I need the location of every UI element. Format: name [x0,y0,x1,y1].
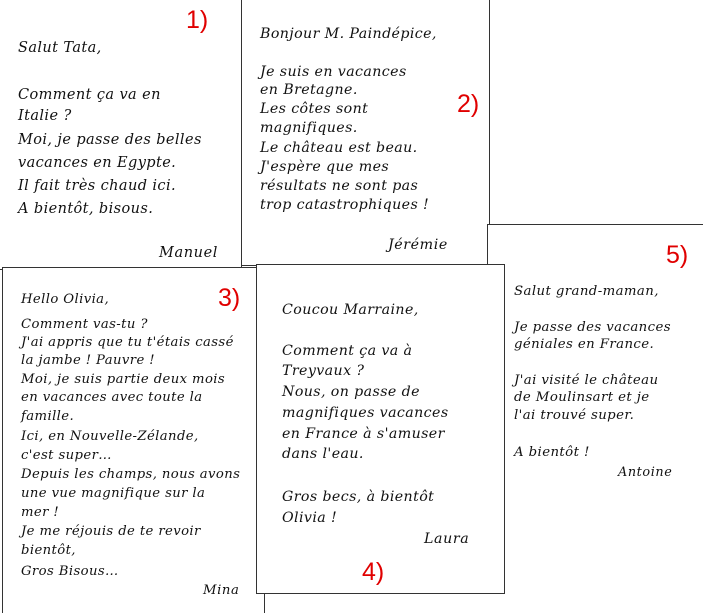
greeting-line: Salut grand-maman, [514,284,659,299]
message-line: magnifiques vacances [282,405,449,421]
message-line: Nous, on passe de [282,384,420,400]
message-line: en Bretagne. [260,82,358,98]
message-line: Il fait très chaud ici. [18,178,176,194]
message-line: de Moulinsart et je [514,390,650,405]
message-line: Treyvaux ? [282,363,365,379]
message-line: magnifiques. [260,120,358,136]
postcard-3 [2,267,265,613]
message-line: Le château est beau. [260,140,418,156]
message-line: J'ai visité le château [514,373,659,388]
greeting-line: Salut Tata, [18,40,102,56]
message-line: Je suis en vacances [260,64,407,80]
message-line: géniales en France. [514,337,655,352]
message-line: Comment ça va en [18,87,161,103]
message-line: Les côtes sont [260,101,369,117]
greeting-line: Hello Olivia, [21,292,110,307]
signature: Laura [424,531,470,547]
card-number-label: 4) [362,558,385,586]
message-line: Je passe des vacances [514,320,671,335]
signature: Mina [203,583,240,598]
postcard-5 [487,224,703,583]
message-line: mer ! [21,505,60,520]
postcard-2 [241,0,490,266]
postcard-4 [256,264,505,594]
message-line: Gros becs, à bientôt [282,489,435,505]
card-number-label: 5) [666,241,689,269]
message-line: trop catastrophiques ! [260,197,430,213]
card-number-label: 3) [218,284,241,312]
message-line: Comment vas-tu ? [21,317,148,332]
message-line: A bientôt ! [514,445,590,460]
signature: Antoine [618,465,673,480]
signature: Manuel [159,245,218,261]
message-line: Moi, je suis partie deux mois [21,372,226,387]
card-number-label: 2) [457,90,480,118]
message-line: bientôt, [21,543,76,558]
message-line: une vue magnifique sur la [21,486,206,501]
message-line: A bientôt, bisous. [18,201,154,217]
message-line: Gros Bisous… [21,564,119,579]
message-line: vacances en Egypte. [18,155,177,171]
message-line: Je me réjouis de te revoir [21,524,201,539]
message-line: c'est super… [21,448,112,463]
message-line: l'ai trouvé super. [514,408,635,423]
postcard-1 [0,0,242,270]
message-line: Ici, en Nouvelle-Zélande, [21,429,199,444]
card-number-label: 1) [186,6,209,34]
message-line: en France à s'amuser [282,426,445,442]
message-line: Italie ? [18,108,72,124]
message-line: J'ai appris que tu t'étais cassé [21,335,234,350]
message-line: Comment ça va à [282,343,413,359]
message-line: Depuis les champs, nous avons [21,467,241,482]
message-line: dans l'eau. [282,446,364,462]
signature: Jérémie [388,237,448,253]
message-line: famille. [21,409,75,424]
message-line: J'espère que mes [260,159,390,175]
message-line: Moi, je passe des belles [18,132,202,148]
greeting-line: Coucou Marraine, [282,302,419,318]
message-line: Olivia ! [282,510,338,526]
message-line: la jambe ! Pauvre ! [21,353,155,368]
greeting-line: Bonjour M. Paindépice, [260,26,437,42]
message-line: résultats ne sont pas [260,178,419,194]
message-line: en vacances avec toute la [21,390,203,405]
